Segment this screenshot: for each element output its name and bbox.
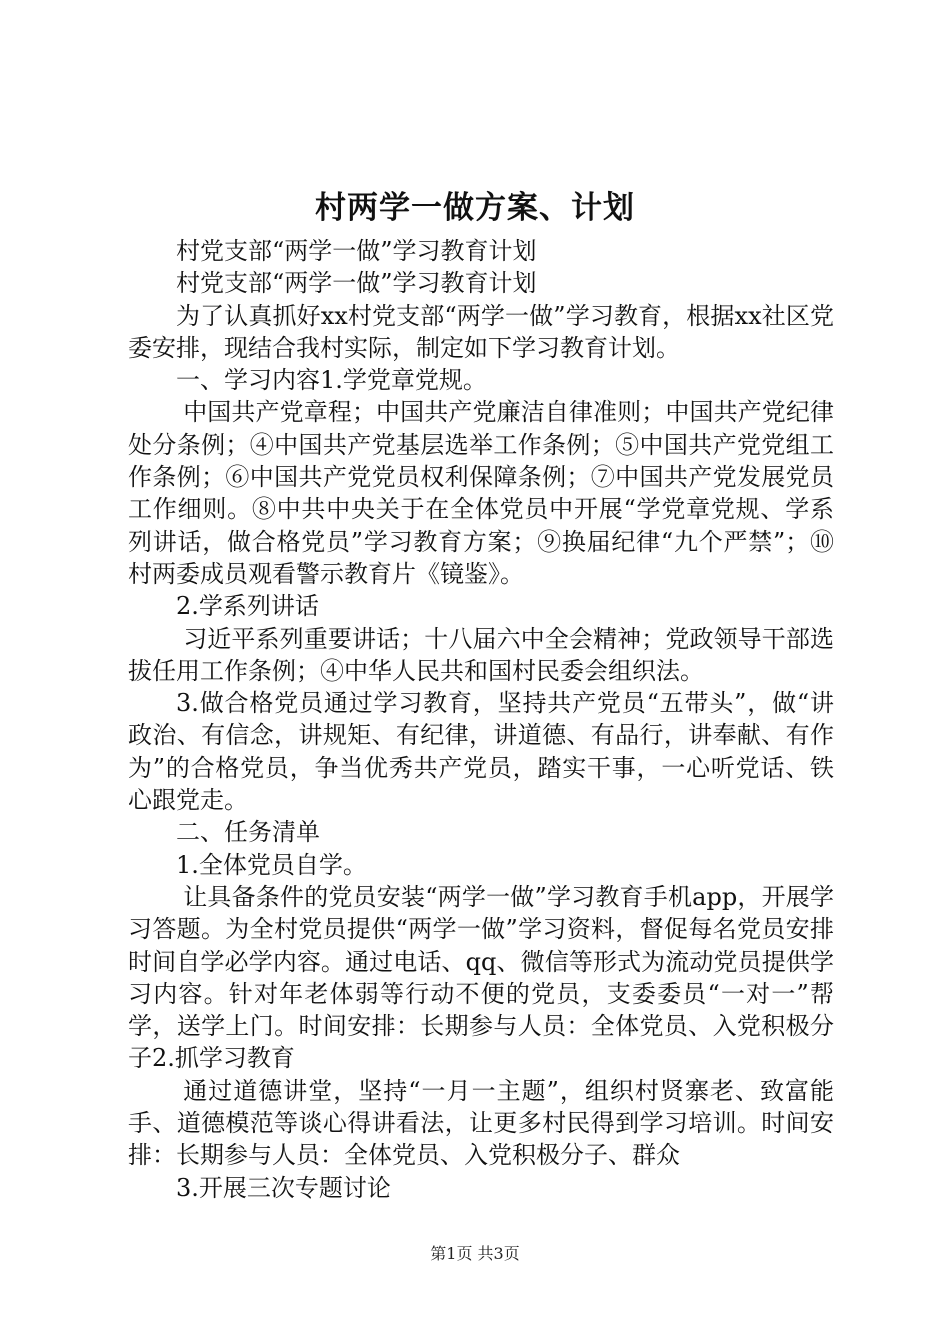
paragraph-5: 中国共产党章程；中国共产党廉洁自律准则；中国共产党纪律处分条例；④中国共产党基层选举工作条例；⑤中国共产党党组工作条例；⑥中国共产党党员权利保障条例；⑦中国共产党发展党员工作细则。⑧中共中央关于在全体党员中开展“学党章党规、学系列讲话，做合格党员”学习教育方案；⑨换届纪律“九个严禁”；⑩村两委成员观看警示教育片《镜鉴》。 [128,398,834,588]
paragraph-4: 一、学习内容1.学党章党规。 [176,366,487,395]
paragraph-6: 2.学系列讲话 [176,592,319,621]
document-title: 村两学一做方案、计划 [315,190,635,226]
paragraph-12: 通过道德讲堂，坚持“一月一主题”，组织村贤寨老、致富能手、道德模范等谈心得讲看法，让更多村民得到学习培训。时间安排：长期参与人员：全体党员、入党积极分子、群众 [128,1076,834,1170]
paragraph-9: 二、任务清单 [176,818,320,847]
paragraph-7: 习近平系列重要讲话；十八届六中全会精神；党政领导干部选拔任用工作条例；④中华人民共和国村民委会组织法。 [128,624,834,685]
paragraph-11: 让具备条件的党员安装“两学一做”学习教育手机app，开展学习答题。为全村党员提供“两学一做”学习资料，督促每名党员安排时间自学必学内容。通过电话、qq、微信等形式为流动党员提供学习内容。针对年老体弱等行动不便的党员，支委委员“一对一”帮学，送学上门。时间安排：长期参与人员：全体党员、入党积极分子2.抓学习教育 [128,882,834,1073]
document-body [128,235,834,1204]
paragraph-2: 村党支部“两学一做”学习教育计划 [176,269,537,298]
paragraph-8: 3.做合格党员通过学习教育，坚持共产党员“五带头”，做“讲政治、有信念，讲规矩、有纪律，讲道德、有品行，讲奉献、有作为”的合格党员，争当优秀共产党员，踏实干事，一心听党话、铁心跟党走。 [128,689,834,815]
paragraph-10: 1.全体党员自学。 [176,850,367,879]
paragraph-13: 3.开展三次专题讨论 [176,1173,391,1202]
page-number-footer: 第1页 共3页 [430,1244,520,1263]
paragraph-3: 为了认真抓好xx村党支部“两学一做”学习教育，根据xx社区党委安排，现结合我村实际，制定如下学习教育计划。 [128,301,834,362]
paragraph-1: 村党支部“两学一做”学习教育计划 [176,237,537,265]
